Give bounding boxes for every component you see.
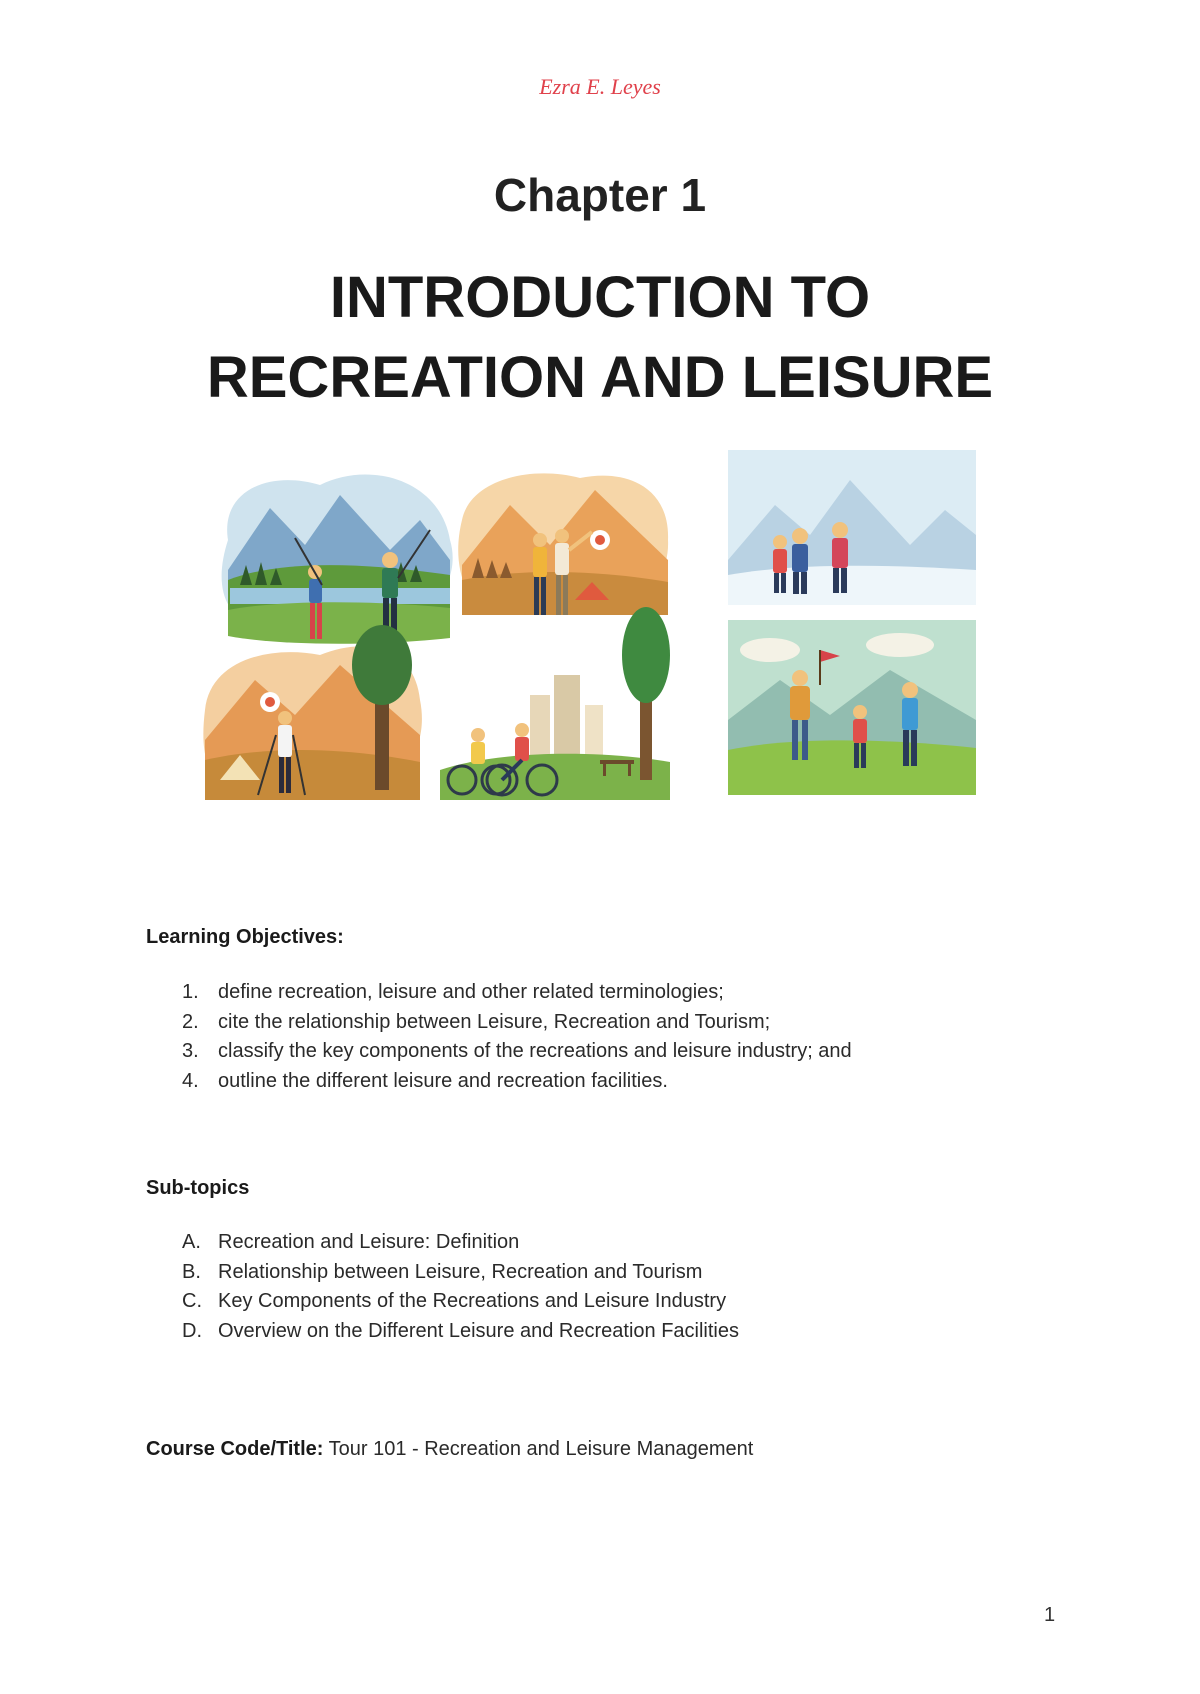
chapter-title-line-2: RECREATION AND LEISURE bbox=[206, 345, 994, 410]
author-name: Ezra E. Leyes bbox=[539, 74, 661, 99]
course-label: Course Code/Title: bbox=[146, 1438, 324, 1460]
list-item: C. Key Components of the Recreations and Leisure Industry bbox=[182, 1290, 727, 1312]
page-number: 1 bbox=[1044, 1604, 1056, 1626]
course-info bbox=[146, 1438, 753, 1461]
chapter-label: Chapter 1 bbox=[493, 169, 707, 221]
recreation-illustration bbox=[200, 450, 1000, 850]
objectives-heading: Learning Objectives: bbox=[146, 926, 344, 948]
list-item: 2. cite the relationship between Leisure, Recreation and Tourism; bbox=[182, 1010, 771, 1033]
objectives-list bbox=[146, 978, 852, 1096]
nordic-walking-scene bbox=[203, 625, 422, 800]
list-item: B. Relationship between Leisure, Recreation and Tourism bbox=[182, 1260, 703, 1283]
backpacking-group-scene bbox=[728, 620, 976, 795]
subtopics-heading: Sub-topics bbox=[146, 1177, 250, 1199]
course-value: Tour 101 - Recreation and Leisure Management bbox=[323, 1438, 754, 1460]
hiking-couple-scene bbox=[458, 473, 668, 615]
chapter-title bbox=[0, 258, 1200, 418]
fishing-scene bbox=[222, 474, 453, 643]
cycling-park-scene bbox=[440, 607, 670, 800]
list-item: 3. classify the key components of the recreations and leisure industry; and bbox=[182, 1040, 852, 1062]
list-item: A. Recreation and Leisure: Definition bbox=[182, 1231, 520, 1253]
chapter-title-line-1: INTRODUCTION TO bbox=[329, 265, 871, 330]
subtopics-list bbox=[146, 1228, 739, 1346]
list-item: 4. outline the different leisure and recreation facilities. bbox=[182, 1069, 668, 1092]
list-item: 1. define recreation, leisure and other related terminologies; bbox=[182, 981, 724, 1003]
list-item: D. Overview on the Different Leisure and Recreation Facilities bbox=[182, 1319, 739, 1342]
snow-walk-scene bbox=[728, 450, 976, 605]
